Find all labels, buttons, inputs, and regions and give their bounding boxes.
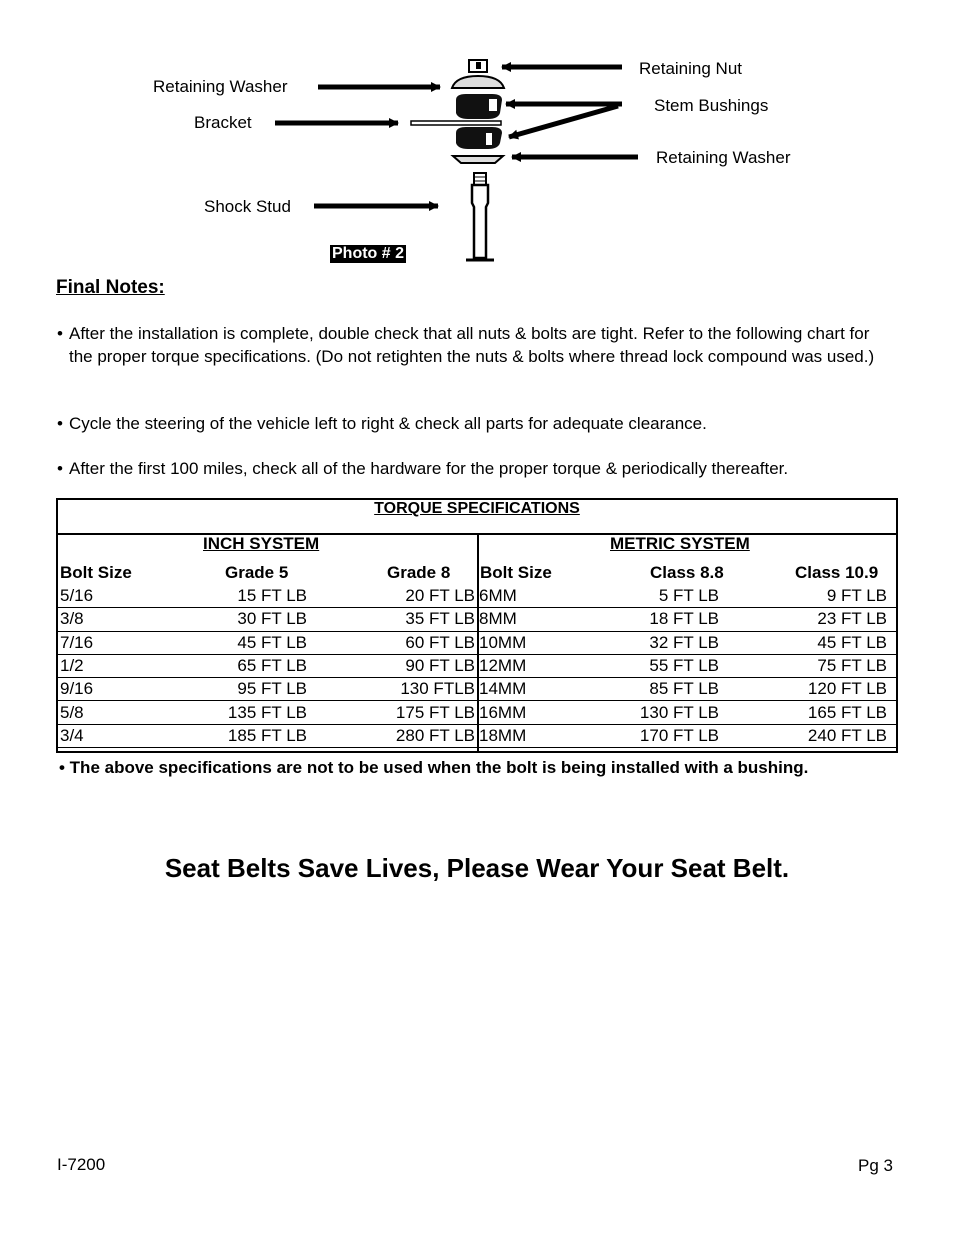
bushing-warning: • The above specifications are not to be used when the bolt is being installed with a bushing. (59, 758, 809, 777)
inch-cell-bolt: 3/8 (60, 609, 84, 629)
note-item (57, 413, 897, 436)
inch-system-heading: INCH SYSTEM (203, 534, 320, 553)
lower-bushing-part (456, 127, 502, 149)
top-washer-part (452, 76, 504, 88)
metric-system-heading: METRIC SYSTEM (610, 534, 750, 553)
inch-cell-grade8: 130 FTLB (400, 679, 475, 699)
inch-cell-bolt: 5/8 (60, 702, 84, 722)
table-title-row (58, 500, 896, 535)
label-retaining-washer-bottom: Retaining Washer (656, 148, 791, 167)
inch-cell-grade5: 95 FT LB (237, 679, 307, 699)
metric-cell-bolt: 10MM (479, 632, 527, 652)
metric-col-bolt-size: Bolt Size (480, 563, 552, 582)
metric-cell-bolt: 6MM (479, 586, 517, 605)
table-title: TORQUE SPECIFICATIONS (374, 500, 580, 517)
metric-cell-class88: 170 FT LB (639, 725, 719, 745)
metric-cell-bolt: 14MM (479, 679, 527, 699)
metric-cell-class88: 32 FT LB (649, 632, 719, 652)
inch-col-grade8: Grade 8 (387, 563, 451, 582)
seat-belt-slogan: Seat Belts Save Lives, Please Wear Your Seat Belt. (164, 853, 790, 883)
metric-cell-class88: 18 FT LB (649, 609, 719, 629)
inch-cell-grade8: 175 FT LB (395, 702, 475, 722)
shock-stud-part (466, 173, 494, 260)
inch-cell-grade5: 185 FT LB (227, 725, 307, 745)
metric-row (479, 608, 896, 631)
metric-cell-class109: 75 FT LB (817, 655, 887, 675)
inch-cell-grade8: 280 FT LB (395, 725, 475, 745)
metric-row (479, 678, 896, 701)
metric-cell-bolt: 18MM (479, 725, 527, 745)
bottom-washer-part (453, 156, 503, 163)
metric-cell-class88: 85 FT LB (649, 679, 719, 699)
inch-cell-grade8: 35 FT LB (405, 609, 475, 629)
inch-cell-bolt: 9/16 (60, 679, 94, 699)
metric-cell-class109: 165 FT LB (807, 702, 887, 722)
metric-cell-bolt: 16MM (479, 702, 527, 722)
label-shock-stud: Shock Stud (204, 197, 291, 216)
label-retaining-washer-top: Retaining Washer (153, 77, 288, 96)
inch-cell-bolt: 7/16 (60, 632, 94, 652)
metric-cell-class109: 45 FT LB (817, 632, 887, 652)
page-number: Pg 3 (858, 1156, 893, 1175)
metric-cell-class109: 240 FT LB (807, 725, 887, 745)
parts-diagram (0, 0, 954, 270)
metric-cell-class88: 5 FT LB (658, 586, 719, 605)
note-item (57, 323, 897, 368)
inch-cell-grade5: 65 FT LB (237, 655, 307, 675)
bracket-part (411, 121, 501, 125)
metric-row (479, 585, 896, 608)
upper-bushing-part (456, 94, 502, 119)
metric-row (479, 632, 896, 655)
inch-cell-grade8: 90 FT LB (405, 655, 475, 675)
inch-row (58, 585, 477, 608)
note-item (57, 458, 897, 481)
inch-row (58, 608, 477, 631)
note-text: Cycle the steering of the vehicle left to right & check all parts for adequate clearance. (69, 414, 707, 433)
photo-tag: Photo # 2 (332, 245, 405, 262)
inch-row (58, 632, 477, 655)
metric-row (479, 702, 896, 725)
inch-cell-bolt: 3/4 (60, 725, 84, 745)
inch-cell-grade8: 60 FT LB (405, 632, 475, 652)
inch-col-grade5: Grade 5 (225, 563, 289, 582)
final-notes-heading: Final Notes: (56, 277, 165, 298)
retaining-nut-part (469, 60, 487, 72)
metric-cell-bolt: 12MM (479, 655, 527, 675)
inch-row (58, 725, 477, 748)
inch-row (58, 655, 477, 678)
metric-cell-class109: 23 FT LB (817, 609, 887, 629)
metric-cell-class109: 9 FT LB (826, 586, 887, 605)
note-text: After the installation is complete, double check that all nuts & bolts are tight. Refer to the following chart for the proper torque specifications. (Do not retighten the nuts & bolts where thread lock compound was used.) (69, 324, 875, 366)
bullet: • (57, 324, 63, 343)
metric-col-class109: Class 10.9 (795, 563, 879, 582)
inch-cell-grade5: 135 FT LB (227, 702, 307, 722)
inch-cell-grade5: 30 FT LB (237, 609, 307, 629)
label-stem-bushings: Stem Bushings (654, 96, 769, 115)
metric-cell-class88: 55 FT LB (649, 655, 719, 675)
metric-row (479, 725, 896, 748)
metric-col-class88: Class 8.8 (650, 563, 724, 582)
note-text: After the first 100 miles, check all of the hardware for the proper torque & periodically thereafter. (69, 459, 789, 478)
torque-specifications-table (56, 498, 898, 753)
bullet: • (57, 459, 63, 478)
metric-row (479, 655, 896, 678)
inch-cell-grade5: 15 FT LB (237, 586, 307, 605)
inch-cell-grade8: 20 FT LB (405, 586, 475, 605)
inch-cell-bolt: 1/2 (60, 655, 84, 675)
metric-cell-bolt: 8MM (479, 609, 517, 629)
metric-cell-class88: 130 FT LB (639, 702, 719, 722)
inch-row (58, 702, 477, 725)
bullet: • (57, 414, 63, 433)
inch-col-bolt-size: Bolt Size (60, 563, 132, 582)
label-retaining-nut: Retaining Nut (639, 59, 743, 78)
inch-cell-bolt: 5/16 (60, 586, 94, 605)
part-number: I-7200 (57, 1155, 106, 1174)
label-bracket: Bracket (194, 113, 252, 132)
metric-cell-class109: 120 FT LB (807, 679, 887, 699)
inch-cell-grade5: 45 FT LB (237, 632, 307, 652)
inch-row (58, 678, 477, 701)
